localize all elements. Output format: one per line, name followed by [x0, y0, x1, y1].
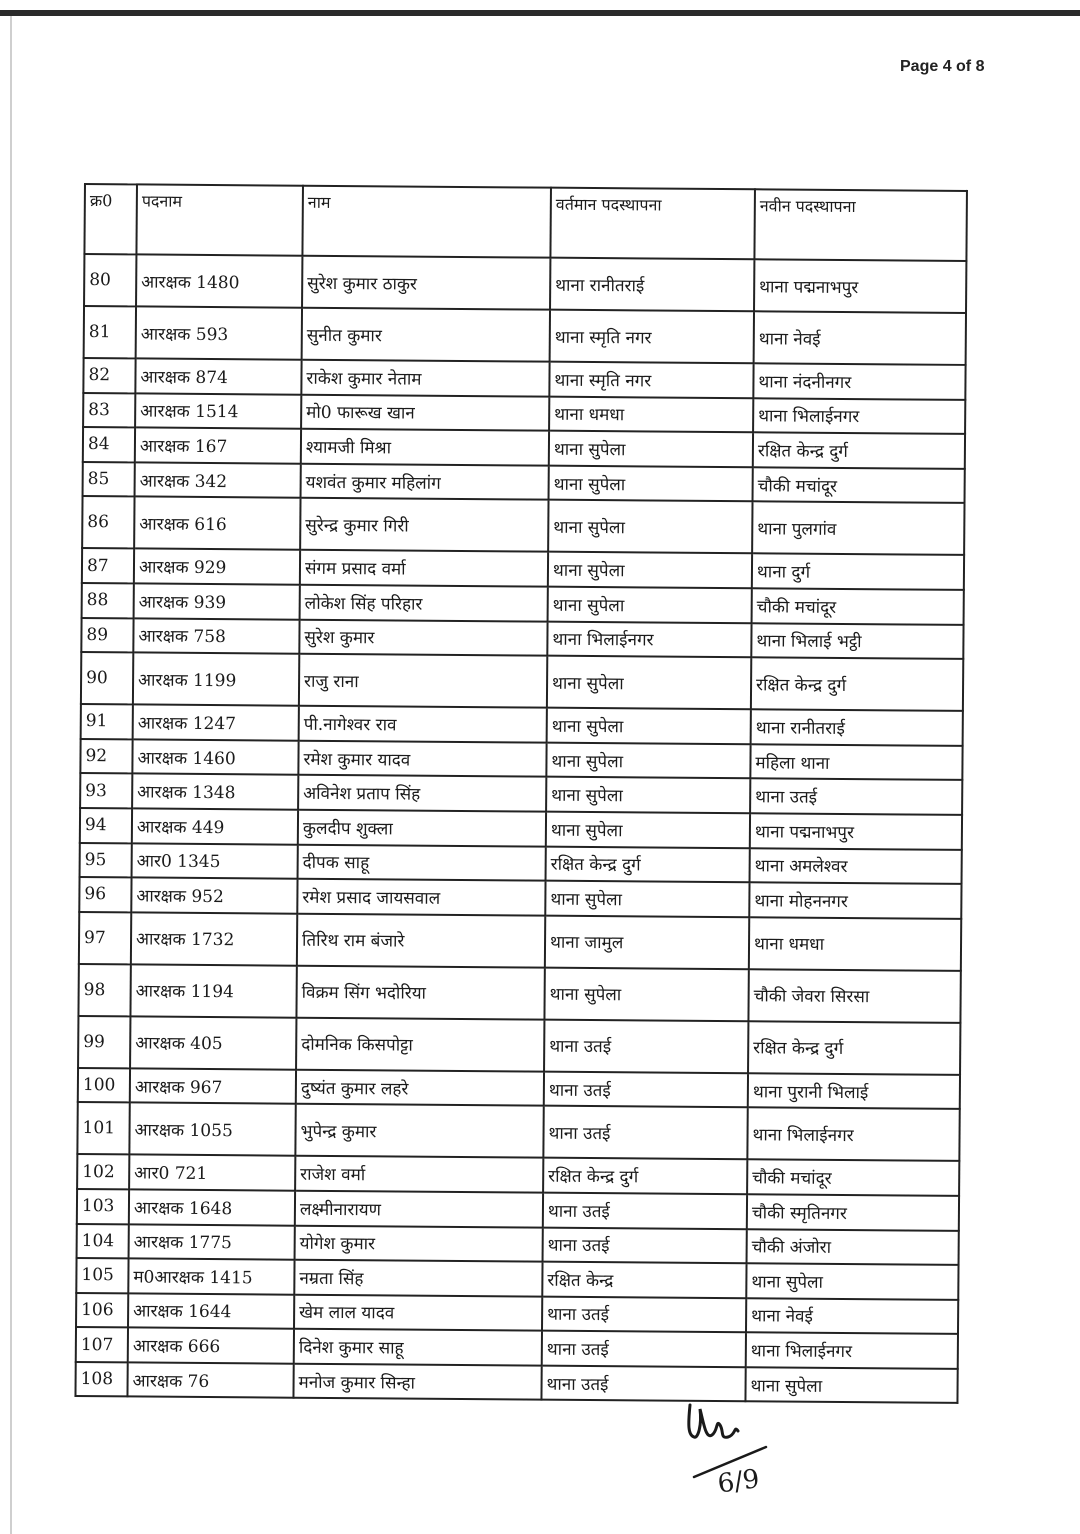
cell-current-posting: थाना रानीतराई [550, 258, 754, 312]
cell-serial: 83 [83, 393, 135, 428]
cell-new-posting: थाना सुपेला [746, 1263, 958, 1299]
cell-serial: 103 [77, 1189, 129, 1224]
cell-designation: आरक्षक 967 [130, 1068, 296, 1104]
cell-designation: आरक्षक 1480 [136, 254, 302, 307]
cell-current-posting: रक्षित केन्द्र दुर्ग [546, 846, 750, 882]
cell-name: मो0 फारूख खान [301, 394, 549, 431]
cell-name: रमेश कुमार यादव [298, 740, 546, 777]
cell-new-posting: थाना पुरानी भिलाई [748, 1073, 960, 1109]
cell-serial: 82 [83, 358, 135, 393]
cell-new-posting: थाना दुर्ग [752, 554, 964, 590]
cell-serial: 96 [79, 877, 131, 912]
cell-name: खेम लाल यादव [294, 1294, 542, 1331]
cell-designation: आरक्षक 1247 [133, 705, 299, 741]
cell-name: रमेश प्रसाद जायसवाल [297, 879, 545, 916]
cell-new-posting: थाना भिलाईनगर [747, 1108, 959, 1162]
table-row [77, 1102, 959, 1161]
cell-serial: 86 [82, 496, 134, 548]
cell-name: पी.नागेश्वर राव [299, 706, 547, 743]
cell-current-posting: थाना उतई [543, 1193, 747, 1229]
cell-name: कुलदीप शुक्ला [298, 810, 546, 847]
cell-current-posting: थाना सुपेला [548, 500, 752, 554]
cell-designation: आरक्षक 1514 [135, 393, 301, 429]
table-row [78, 964, 960, 1023]
cell-current-posting: थाना सुपेला [549, 465, 753, 501]
cell-name: लोकेश सिंह परिहार [300, 585, 548, 622]
header-designation: पदनाम [136, 184, 303, 255]
cell-designation: आरक्षक 1460 [132, 739, 298, 775]
cell-new-posting: थाना भिलाई भट्ठी [751, 623, 963, 659]
cell-serial: 88 [82, 583, 134, 618]
cell-current-posting: थाना उतई [544, 1019, 748, 1073]
cell-serial: 84 [83, 427, 135, 462]
cell-new-posting: रक्षित केन्द्र दुर्ग [753, 432, 965, 468]
cell-new-posting: चौकी मचांदूर [747, 1160, 959, 1196]
cell-serial: 91 [81, 704, 133, 739]
cell-serial: 87 [82, 548, 134, 583]
cell-designation: आरक्षक 449 [132, 808, 298, 844]
cell-serial: 81 [84, 306, 136, 358]
cell-name: मनोज कुमार सिन्हा [293, 1364, 541, 1401]
cell-name: विक्रम सिंग भदोरिया [296, 965, 544, 1019]
cell-serial: 92 [80, 739, 132, 774]
cell-designation: आरक्षक 1732 [131, 912, 297, 965]
cell-current-posting: थाना सुपेला [548, 552, 752, 588]
table-row [78, 1016, 960, 1075]
header-new-posting: नवीन पदस्थापना [754, 189, 967, 261]
cell-new-posting: रक्षित केन्द्र दुर्ग [748, 1021, 960, 1075]
cell-name: नम्रता सिंह [294, 1260, 542, 1297]
cell-name: सुनीत कुमार [302, 308, 550, 362]
cell-current-posting: थाना जामुल [545, 915, 749, 969]
cell-serial: 90 [81, 652, 133, 704]
cell-current-posting: रक्षित केन्द्र [542, 1262, 746, 1298]
cell-new-posting: चौकी स्मृतिनगर [747, 1194, 959, 1230]
cell-new-posting: रक्षित केन्द्र दुर्ग [751, 657, 963, 711]
cell-current-posting: थाना सुपेला [548, 587, 752, 623]
cell-designation: आरक्षक 593 [136, 306, 302, 359]
cell-current-posting: थाना सुपेला [545, 881, 749, 917]
table-row [84, 254, 966, 313]
page-number: Page 4 of 8 [900, 58, 985, 75]
cell-new-posting: थाना नेवई [746, 1298, 958, 1334]
cell-current-posting: थाना उतई [542, 1296, 746, 1332]
cell-name: दोमनिक किसपोट्टा [296, 1017, 544, 1071]
cell-designation: आरक्षक 76 [127, 1362, 293, 1398]
cell-serial: 99 [78, 1016, 130, 1068]
cell-new-posting: थाना पद्मनाभपुर [754, 259, 966, 313]
cell-current-posting: थाना सुपेला [544, 967, 748, 1021]
header-current-posting: वर्तमान पदस्थापना [550, 188, 755, 260]
cell-name: दिनेश कुमार साहू [294, 1329, 542, 1366]
cell-current-posting: थाना उतई [541, 1366, 745, 1402]
cell-current-posting: थाना सुपेला [547, 656, 751, 710]
cell-name: भुपेन्द्र कुमार [295, 1104, 543, 1158]
cell-name: सुरेश कुमार ठाकुर [302, 256, 550, 310]
cell-new-posting: थाना नंदनीनगर [753, 363, 965, 399]
cell-new-posting: चौकी जेवरा सिरसा [748, 969, 960, 1023]
cell-name: राजेश वर्मा [295, 1156, 543, 1193]
table-row [75, 1362, 957, 1404]
cell-new-posting: चौकी मचांदूर [753, 467, 965, 503]
cell-serial: 93 [80, 773, 132, 808]
cell-designation: आरक्षक 1648 [129, 1189, 295, 1225]
cell-designation: आरक्षक 616 [134, 497, 300, 550]
cell-current-posting: रक्षित केन्द्र दुर्ग [543, 1158, 747, 1194]
cell-designation: आरक्षक 1775 [129, 1224, 295, 1260]
cell-new-posting: थाना भिलाईनगर [753, 398, 965, 434]
transfer-table [74, 183, 966, 1404]
cell-new-posting: थाना मोहननगर [749, 882, 961, 918]
cell-new-posting: थाना धमधा [749, 917, 961, 971]
cell-designation: आरक्षक 929 [134, 549, 300, 585]
cell-current-posting: थाना सुपेला [546, 777, 750, 813]
page-top-edge [0, 0, 1080, 16]
cell-serial: 80 [84, 254, 136, 306]
cell-current-posting: थाना सुपेला [549, 431, 753, 467]
cell-designation: आरक्षक 758 [133, 618, 299, 654]
cell-new-posting: चौकी मचांदूर [752, 588, 964, 624]
cell-serial: 101 [77, 1102, 129, 1154]
cell-current-posting: थाना सुपेला [547, 708, 751, 744]
cell-current-posting: थाना स्मृति नगर [549, 362, 753, 398]
cell-serial: 106 [76, 1293, 128, 1328]
cell-designation: आरक्षक 167 [135, 428, 301, 464]
table-row [84, 306, 966, 365]
cell-name: योगेश कुमार [295, 1225, 543, 1262]
cell-current-posting: थाना उतई [544, 1071, 748, 1107]
cell-current-posting: थाना उतई [543, 1106, 747, 1160]
cell-name: यशवंत कुमार महिलांग [301, 463, 549, 500]
cell-current-posting: थाना उतई [542, 1331, 746, 1367]
cell-serial: 97 [79, 912, 131, 964]
cell-name: अविनेश प्रताप सिंह [298, 775, 546, 812]
cell-designation: आरक्षक 1055 [129, 1103, 295, 1156]
cell-new-posting: चौकी अंजोरा [747, 1229, 959, 1265]
header-name: नाम [302, 186, 551, 258]
cell-serial: 85 [83, 462, 135, 497]
cell-name: दीपक साहू [298, 844, 546, 881]
cell-current-posting: थाना सुपेला [546, 742, 750, 778]
cell-designation: म0आरक्षक 1415 [128, 1258, 294, 1294]
cell-name: तिरिथ राम बंजारे [297, 913, 545, 967]
cell-name: लक्ष्मीनारायण [295, 1191, 543, 1228]
cell-serial: 105 [76, 1258, 128, 1293]
table-row [81, 652, 963, 711]
cell-designation: आरक्षक 1199 [133, 653, 299, 706]
cell-new-posting: थाना अमलेश्वर [750, 848, 962, 884]
cell-new-posting: थाना सुपेला [745, 1367, 957, 1403]
cell-current-posting: थाना सुपेला [546, 812, 750, 848]
cell-name: राकेश कुमार नेताम [301, 360, 549, 397]
cell-designation: आरक्षक 666 [128, 1328, 294, 1364]
cell-serial: 107 [76, 1327, 128, 1362]
table-body [75, 254, 966, 1403]
cell-designation: आर0 721 [129, 1155, 295, 1191]
cell-designation: आरक्षक 939 [134, 583, 300, 619]
table-row [79, 912, 961, 971]
cell-designation: आर0 1345 [132, 843, 298, 879]
header-serial: क्र0 [84, 184, 137, 254]
cell-new-posting: थाना उतई [750, 779, 962, 815]
cell-serial: 100 [78, 1068, 130, 1103]
cell-designation: आरक्षक 952 [131, 878, 297, 914]
cell-new-posting: महिला थाना [750, 744, 962, 780]
cell-serial: 104 [77, 1223, 129, 1258]
cell-designation: आरक्षक 405 [130, 1016, 296, 1069]
cell-name: राजु राना [299, 654, 547, 708]
cell-name: संगम प्रसाद वर्मा [300, 550, 548, 587]
cell-new-posting: थाना पद्मनाभपुर [750, 813, 962, 849]
cell-designation: आरक्षक 874 [135, 358, 301, 394]
cell-current-posting: थाना भिलाईनगर [547, 621, 751, 657]
signature [680, 1395, 790, 1505]
cell-name: श्यामजी मिश्रा [301, 429, 549, 466]
cell-designation: आरक्षक 1348 [132, 774, 298, 810]
cell-new-posting: थाना भिलाईनगर [746, 1333, 958, 1369]
table-header-row [84, 184, 967, 261]
cell-serial: 95 [80, 843, 132, 878]
cell-current-posting: थाना स्मृति नगर [550, 310, 754, 364]
cell-serial: 89 [81, 618, 133, 653]
cell-current-posting: थाना उतई [543, 1227, 747, 1263]
cell-serial: 98 [78, 964, 130, 1016]
cell-current-posting: थाना धमधा [549, 396, 753, 432]
cell-designation: आरक्षक 1194 [130, 964, 296, 1017]
table-row [82, 496, 964, 555]
cell-designation: आरक्षक 1644 [128, 1293, 294, 1329]
cell-serial: 102 [77, 1154, 129, 1189]
cell-name: दुष्यंत कुमार लहरे [296, 1069, 544, 1106]
cell-name: सुरेन्द्र कुमार गिरी [300, 498, 548, 552]
signature-date: 6/9 [715, 1464, 762, 1500]
cell-new-posting: थाना पुलगांव [752, 502, 964, 556]
cell-serial: 94 [80, 808, 132, 843]
cell-serial: 108 [75, 1362, 127, 1397]
cell-name: सुरेश कुमार [299, 619, 547, 656]
cell-designation: आरक्षक 342 [135, 462, 301, 498]
cell-new-posting: थाना रानीतराई [751, 709, 963, 745]
cell-new-posting: थाना नेवई [754, 311, 966, 365]
